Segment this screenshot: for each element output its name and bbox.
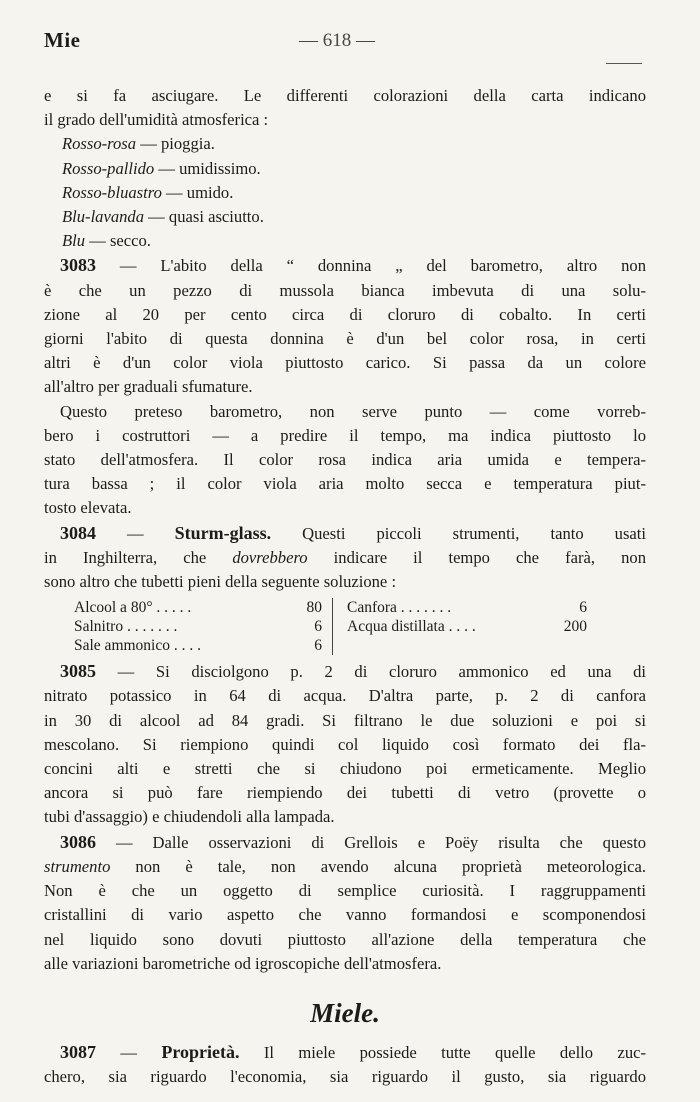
italic-run: strumento (44, 856, 111, 876)
text-line: sono altro che tubetti pieni della seguente soluzione : (44, 572, 397, 592)
header-rule (606, 63, 642, 64)
ingredient-name: Alcool a 80° . . . . . (74, 599, 192, 617)
text-run: — (96, 523, 175, 543)
text-run: Il miele possiede tutte quelle dello zuc- (239, 1042, 646, 1062)
paragraph-number: 3086 (60, 831, 96, 852)
recipe-row (74, 617, 322, 636)
ingredient-quantity: 6 (314, 637, 322, 655)
color-meaning: — pioggia. (136, 134, 215, 154)
color-name: Blu-lavanda (62, 207, 145, 227)
text-line: il grado dell'umidità atmosferica : (44, 110, 269, 130)
paragraph-3085-first (44, 659, 646, 684)
ingredient-name: Salnitro . . . . . . . (74, 618, 178, 636)
text-line: alle variazioni barometriche od igroscopiche dell'atmosfera. (44, 953, 442, 973)
ingredient-name: Canfora . . . . . . . (347, 599, 452, 617)
ingredient-quantity: 6 (314, 618, 322, 636)
paragraph-number: 3085 (60, 661, 96, 682)
text-line: concini alti e stretti che si chiudono poi ermeticamente. Meglio (44, 759, 646, 779)
text-line: stato dell'atmosfera. Il color rosa indica aria umida e tempera- (44, 450, 646, 470)
text-run: — L'abito della “ donnina „ del barometro, altro non (96, 256, 646, 276)
color-item (44, 132, 646, 156)
paragraph-3083-first (44, 253, 646, 278)
color-item (44, 157, 646, 181)
text-line (44, 855, 646, 879)
text-line: all'altro per graduali sfumature. (44, 377, 253, 397)
text-run: indicare il tempo che farà, non (307, 547, 646, 567)
ingredient-quantity: 80 (306, 599, 322, 617)
text-run: — (96, 1042, 162, 1062)
recipe-row (347, 617, 587, 636)
text-run: Questi piccoli strumenti, tanto usati (271, 523, 646, 543)
italic-run: dovrebbero (232, 547, 308, 567)
section-heading-miele: Miele. (310, 997, 380, 1028)
color-meaning: — umido. (161, 182, 234, 202)
paragraph-3087-first (44, 1040, 646, 1065)
color-meaning: — quasi asciutto. (144, 207, 264, 227)
text-line: in 30 di alcool ad 84 gradi. Si filtrano le due soluzioni e poi si (44, 710, 646, 730)
recipe-row (347, 598, 587, 617)
text-line: zione al 20 per cento circa di cloruro di cobalto. In certi (44, 304, 646, 324)
ingredient-name: Sale ammonico . . . . (74, 637, 201, 655)
running-head: Mie (44, 28, 81, 52)
paragraph-number: 3083 (60, 255, 96, 276)
section-title: Proprietà. (161, 1041, 240, 1062)
color-item (44, 205, 646, 229)
color-name: Rosso-bluastro (62, 182, 162, 202)
text-line: cristallini di vario aspetto che vanno formandosi e scomponendosi (44, 905, 646, 925)
text-line: nitrato potassico in 64 di acqua. D'altra parte, p. 2 di canfora (44, 686, 646, 706)
recipe-table (74, 598, 646, 655)
text-run: non è tale, non avendo alcuna proprietà meteorologica. (110, 856, 646, 876)
text-line: è che un pezzo di mussola bianca imbevuta di una solu- (44, 280, 646, 300)
paragraph-number: 3084 (60, 522, 96, 543)
page-number: — 618 — (299, 30, 375, 51)
paragraph-3086-first (44, 830, 646, 855)
color-name: Blu (62, 231, 86, 251)
color-name: Rosso-rosa (62, 134, 137, 154)
text-line (44, 546, 646, 570)
text-run: — Dalle osservazioni di Grellois e Poëy risulta che questo (96, 832, 646, 852)
text-line: giorni l'abito di questa donnina è d'un bel color rosa, in certi (44, 329, 646, 349)
recipe-column-right (332, 598, 587, 655)
page-header (44, 28, 642, 58)
recipe-column-left (74, 598, 332, 655)
text-line: Non è che un oggetto di semplice curiosità. I raggruppamenti (44, 881, 646, 901)
ingredient-quantity: 6 (579, 599, 587, 617)
text-line: chero, sia riguardo l'economia, sia riguardo il gusto, sia riguardo (44, 1067, 646, 1087)
text-line: altri è d'un color viola piuttosto carico. Si passa da un colore (44, 353, 646, 373)
text-line: e si fa asciugare. Le differenti colorazioni della carta indicano (44, 86, 646, 105)
recipe-row (74, 598, 322, 617)
text-line: nel liquido sono dovuti piuttosto all'azione della temperatura che (44, 929, 646, 949)
color-item (44, 181, 646, 205)
text-line: Questo preteso barometro, non serve punto — come vorreb- (60, 401, 646, 421)
color-meaning: — umidissimo. (154, 158, 261, 178)
paragraph-3084-first (44, 521, 646, 546)
color-item (44, 229, 646, 253)
text-run: in Inghilterra, che (44, 547, 233, 567)
text-run: — Si disciolgono p. 2 di cloruro ammonico ed una di (96, 662, 646, 682)
text-line: bero i costruttori — a predire il tempo, ma indica piuttosto lo (44, 425, 646, 445)
text-line: mescolano. Si riempiono quindi col liquido così formato dei fla- (44, 734, 646, 754)
color-name: Rosso-pallido (62, 158, 155, 178)
page-body (44, 84, 646, 1089)
color-meaning: — secco. (85, 231, 151, 251)
paragraph-number: 3087 (60, 1041, 96, 1062)
text-line: tosto elevata. (44, 498, 132, 518)
text-line: tubi d'assaggio) e chiudendoli alla lampada. (44, 807, 335, 827)
text-line: ancora si può fare riempiendo dei tubetti di vetro (provette o (44, 783, 646, 803)
section-title: Sturm-glass. (174, 522, 272, 543)
ingredient-name: Acqua distillata . . . . (347, 618, 476, 636)
recipe-row (74, 636, 322, 655)
text-line: tura bassa ; il color viola aria molto secca e temperatura piut- (44, 474, 646, 494)
ingredient-quantity: 200 (563, 618, 587, 636)
